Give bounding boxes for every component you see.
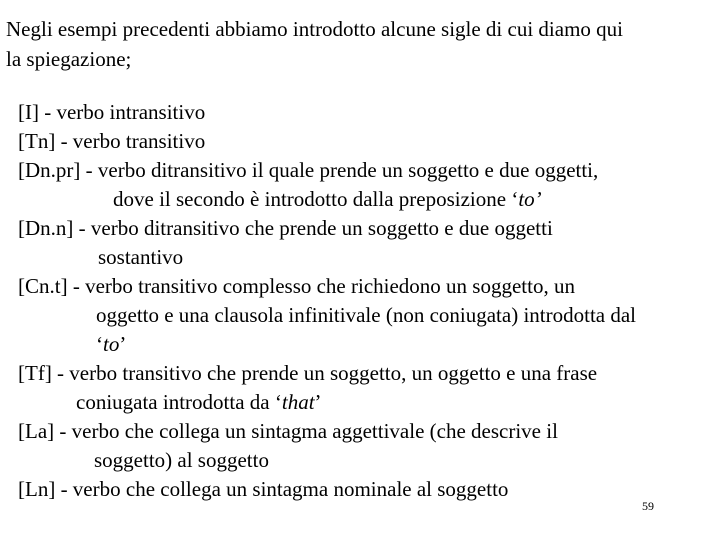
page-number: 59 — [642, 499, 654, 513]
item-tf-text: coniugata introdotta da ‘ — [76, 390, 282, 414]
item-cnt-continuation-2 — [18, 330, 718, 359]
item-dnpr-continuation — [18, 185, 718, 214]
item-dnpr-emphasis: to’ — [518, 187, 542, 211]
item-la: [La] - verbo che collega un sintagma aggettivale (che descrive il — [18, 419, 558, 443]
item-cnt: [Cn.t] - verbo transitivo complesso che richiedono un soggetto, un — [18, 274, 575, 298]
item-tf-continuation — [18, 388, 718, 417]
intro-paragraph — [6, 14, 714, 74]
item-ln: [Ln] - verbo che collega un sintagma nominale al soggetto — [18, 477, 509, 501]
item-cnt-continuation: oggetto e una clausola infinitivale (non coniugata) introdotta dal — [96, 303, 637, 327]
item-tf-emphasis: that — [281, 390, 315, 414]
item-dnn-continuation: sostantivo — [98, 245, 184, 269]
item-i: [I] - verbo intransitivo — [18, 100, 206, 124]
item-cnt-quote-open: ‘ — [96, 332, 103, 356]
item-tn: [Tn] - verbo transitivo — [18, 129, 206, 153]
item-dnpr: [Dn.pr] - verbo ditransitivo il quale prende un soggetto e due oggetti, — [18, 158, 599, 182]
item-dnn: [Dn.n] - verbo ditransitivo che prende un soggetto e due oggetti — [18, 216, 553, 240]
intro-line-1: Negli esempi precedenti abbiamo introdotto alcune sigle di cui diamo qui — [6, 17, 623, 41]
item-cnt-quote-close: ’ — [119, 332, 127, 356]
intro-line-2: la spiegazione; — [6, 47, 132, 71]
item-dnpr-text: dove il secondo è introdotto dalla preposizione ‘ — [113, 187, 519, 211]
item-tf: [Tf] - verbo transitivo che prende un soggetto, un oggetto e una frase — [18, 361, 598, 385]
item-la-continuation: soggetto) al soggetto — [94, 448, 269, 472]
abbreviation-list — [18, 98, 718, 504]
item-cnt-emphasis: to — [103, 332, 120, 356]
item-tf-quote-close: ’ — [314, 390, 322, 414]
